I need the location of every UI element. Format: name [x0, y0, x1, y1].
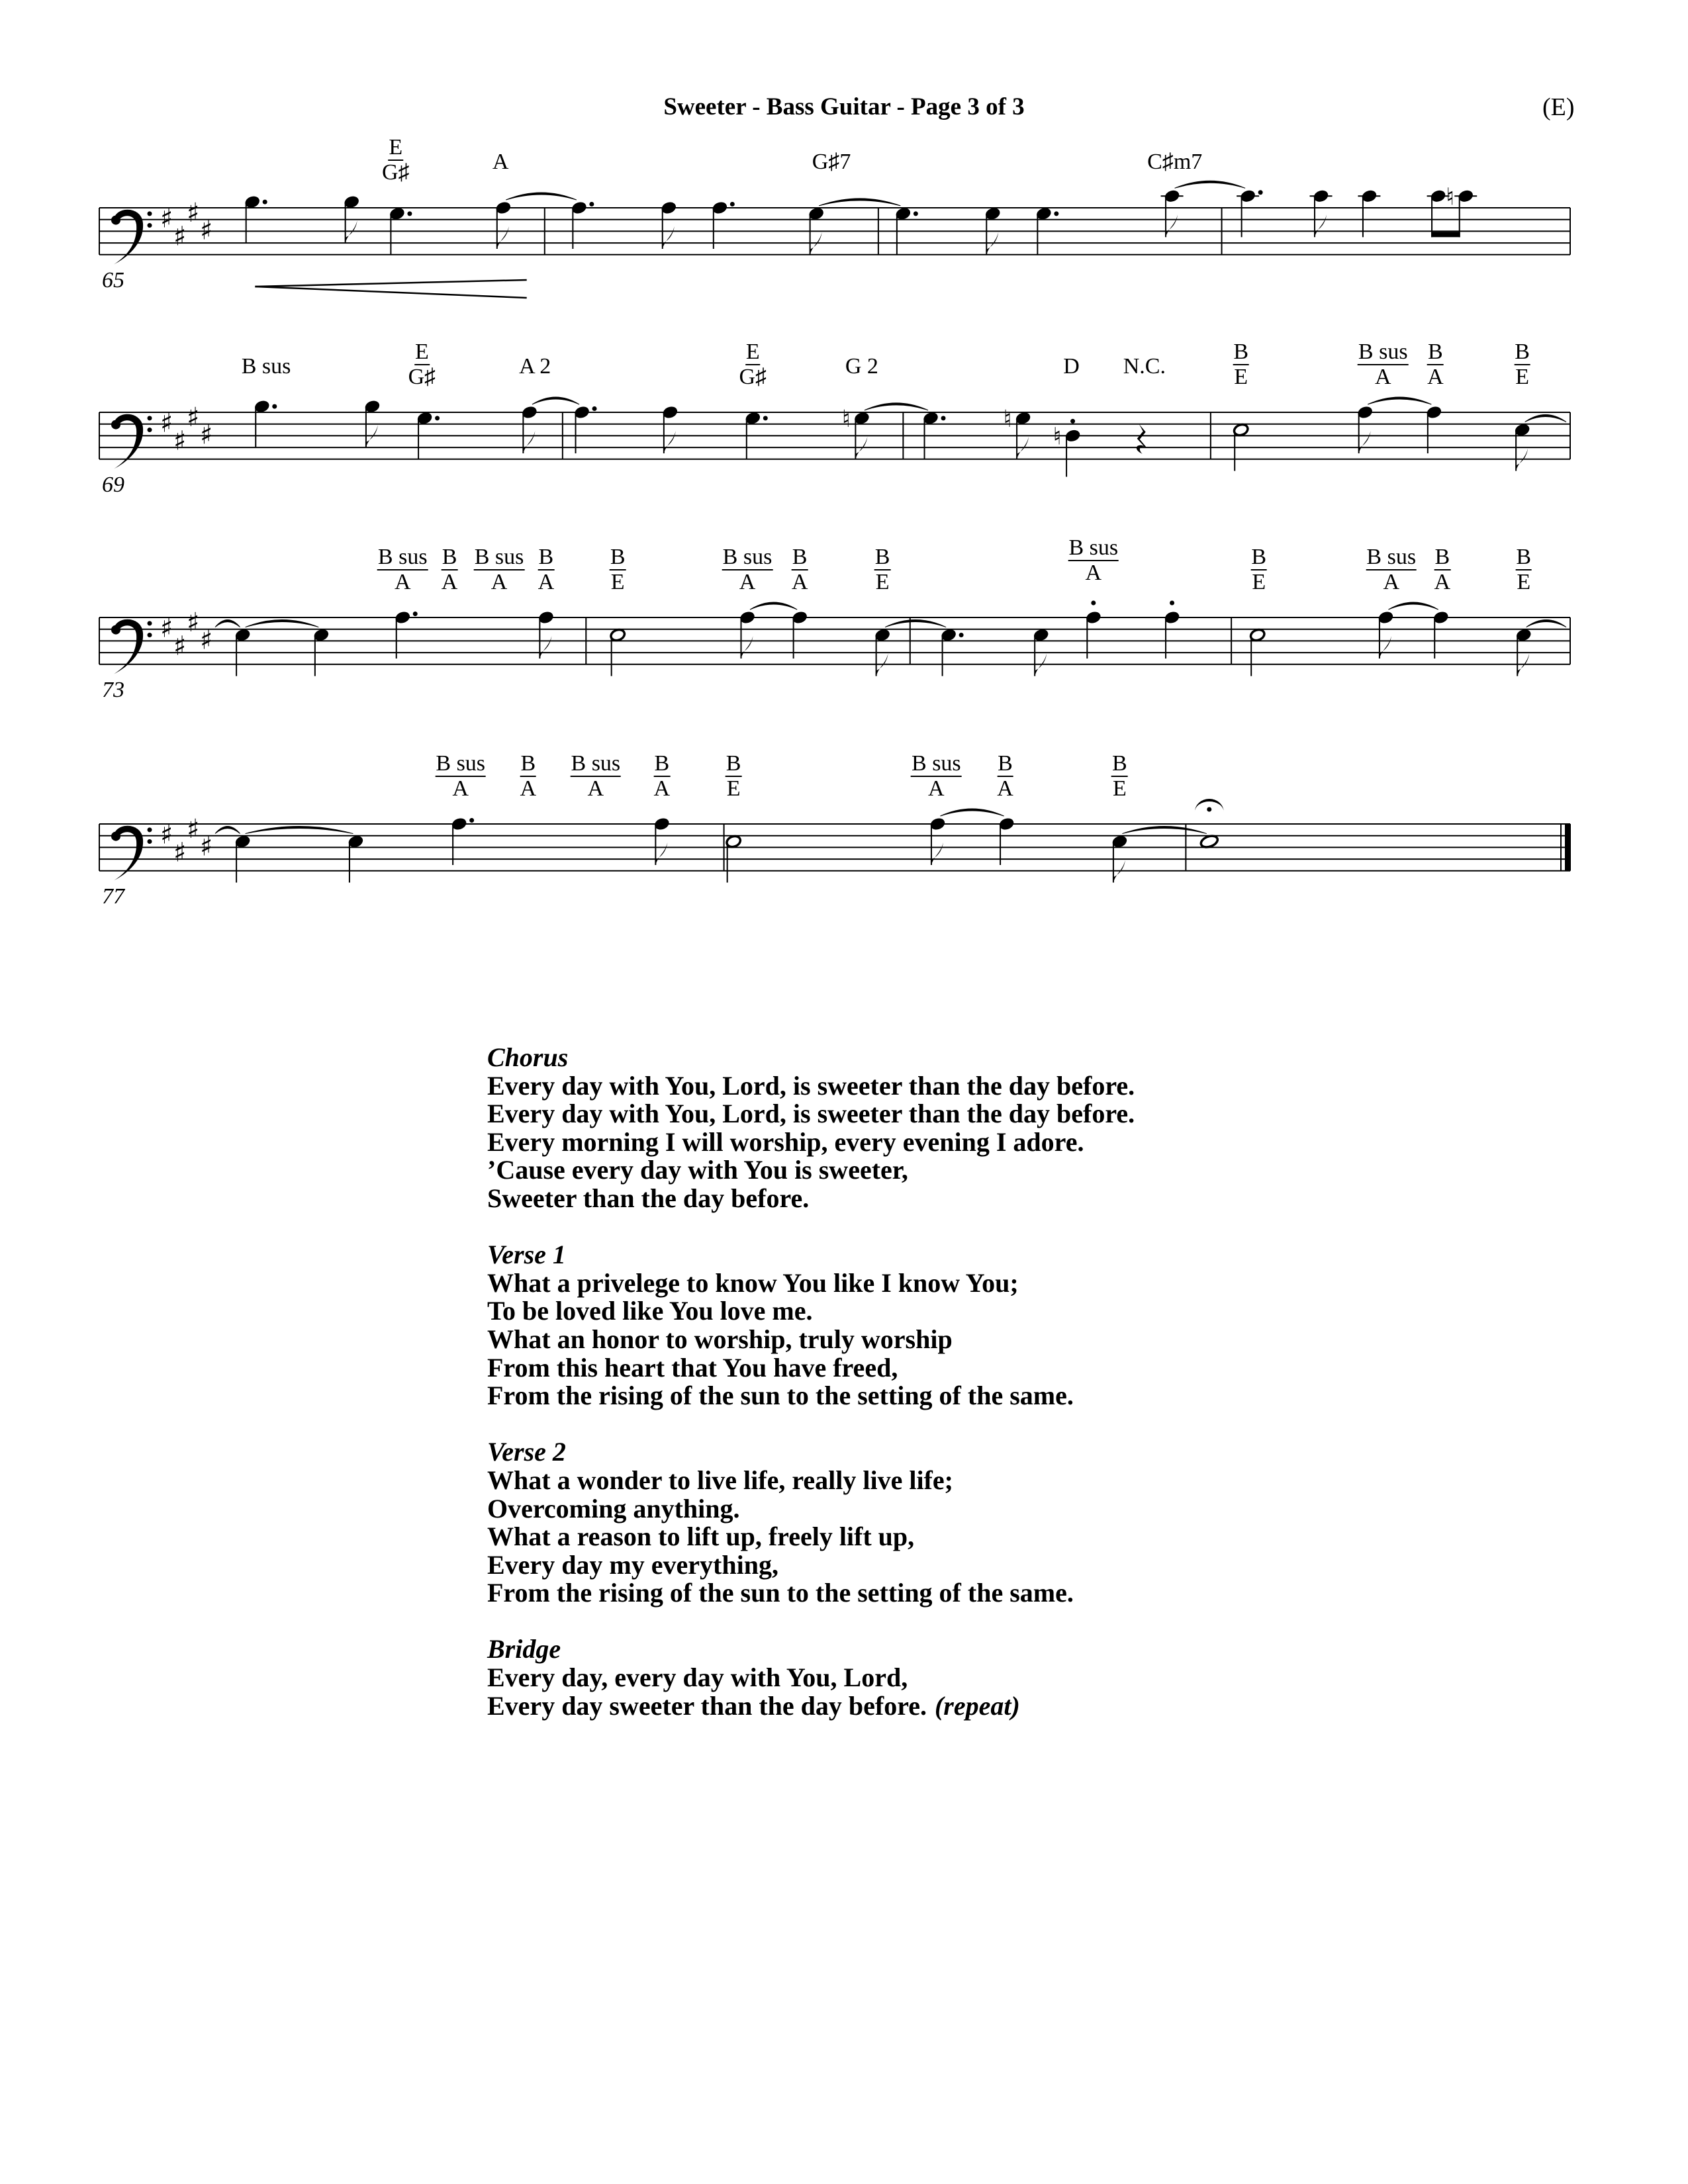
bass-clef-dot	[148, 633, 152, 637]
chord-top: B sus	[571, 751, 621, 776]
tie	[940, 809, 1004, 816]
tie	[215, 827, 240, 834]
eighth-flag	[539, 636, 551, 659]
crescendo-hairpin	[255, 287, 526, 298]
chord-top: E	[415, 340, 429, 364]
sharp-icon: ♯	[200, 831, 213, 862]
lyric-text: Every morning I will worship, every evening I adore.	[487, 1126, 1084, 1157]
chord-top: B sus	[1366, 545, 1417, 569]
lyric-line	[487, 1326, 1135, 1354]
lyric-text: Every day with You, Lord, is sweeter than the day before.	[487, 1070, 1135, 1101]
chord-bass: A	[538, 570, 555, 594]
section-heading: Bridge	[487, 1634, 561, 1664]
chord-top: E	[745, 340, 760, 364]
tie	[246, 827, 353, 834]
chord-bass: G♯	[382, 160, 410, 185]
staccato-dot	[1091, 601, 1096, 606]
lyric-line	[487, 1382, 1135, 1410]
eighth-flag	[1166, 214, 1178, 237]
dot	[272, 404, 277, 409]
chord-top: B	[998, 751, 1013, 776]
lyric-text: ’Cause every day with You is sweeter,	[487, 1155, 908, 1185]
chord-symbol	[874, 546, 891, 594]
lyric-text: Every day sweeter than the day before.	[487, 1690, 927, 1721]
lyric-line	[487, 1128, 1135, 1157]
chord-top: B	[1516, 545, 1532, 569]
bass-clef-dot	[148, 839, 152, 844]
sharp-icon: ♯	[173, 426, 187, 457]
chord-symbol	[792, 546, 808, 594]
lyric-text: Overcoming anything.	[487, 1493, 740, 1524]
tie	[215, 620, 240, 627]
sharp-icon: ♯	[187, 607, 200, 638]
chord-bass: A	[587, 776, 604, 801]
chord-bass: G♯	[739, 365, 767, 389]
chord-bass: A	[1434, 570, 1451, 594]
tie	[246, 620, 319, 627]
lyric-text: What an honor to worship, truly worship	[487, 1324, 953, 1354]
chord-top: B sus	[1068, 535, 1119, 560]
chord-top: B	[538, 545, 554, 569]
chord-symbol	[739, 341, 767, 388]
lyric-line	[487, 1551, 1135, 1580]
chord-top: B sus	[377, 545, 428, 569]
chord-symbol	[538, 546, 555, 594]
chord-top: B	[1112, 751, 1127, 776]
bass-clef-icon	[111, 625, 120, 635]
bass-clef-dot	[148, 621, 152, 625]
sharp-icon: ♯	[160, 203, 173, 234]
chord-symbol	[1233, 341, 1249, 388]
lyric-line	[487, 1467, 1135, 1495]
dot	[435, 416, 440, 420]
measure-number: 77	[102, 884, 124, 909]
dot	[592, 406, 597, 411]
chord-symbol	[242, 355, 291, 378]
tie	[885, 620, 946, 627]
natural-icon: ♮	[841, 405, 851, 433]
chord-bass: E	[1517, 570, 1531, 594]
lyric-line	[487, 1100, 1135, 1128]
lyrics-section	[487, 1438, 1135, 1608]
lyric-line	[487, 1664, 1135, 1692]
chord-symbol	[571, 752, 622, 800]
natural-icon: ♮	[1053, 423, 1062, 451]
tie	[865, 403, 928, 410]
tie	[750, 602, 797, 610]
lyrics-block	[487, 1044, 1135, 1749]
bass-clef-icon	[111, 420, 120, 430]
sharp-icon: ♯	[173, 837, 187, 868]
tie	[1175, 181, 1246, 188]
chord-bass: A	[452, 776, 469, 801]
lyric-text: Sweeter than the day before.	[487, 1183, 810, 1213]
tie	[1388, 602, 1438, 610]
chord-bass: E	[875, 570, 890, 594]
chord-top: B	[654, 751, 670, 776]
chord-bass: A	[928, 776, 945, 801]
lyric-line	[487, 1156, 1135, 1185]
natural-icon: ♮	[1446, 183, 1455, 211]
chord-name: D	[1063, 354, 1080, 379]
chord-top: B	[1251, 545, 1267, 569]
chord-symbol	[520, 752, 536, 800]
chord-symbol	[1427, 341, 1444, 388]
lyric-line	[487, 1072, 1135, 1101]
chord-symbol	[435, 752, 486, 800]
chord-symbol	[610, 546, 626, 594]
chord-top: B sus	[436, 751, 486, 776]
chord-symbol	[997, 752, 1013, 800]
repeat-note: (repeat)	[934, 1690, 1020, 1721]
dot	[589, 202, 594, 206]
chord-symbol	[845, 355, 878, 378]
lyric-text: Every day with You, Lord, is sweeter than the day before.	[487, 1099, 1135, 1129]
chord-bass: E	[1113, 776, 1127, 801]
chord-symbol	[408, 341, 436, 388]
chord-bass: A	[1383, 570, 1400, 594]
chord-top: E	[389, 135, 403, 159]
lyric-text: From this heart that You have freed,	[487, 1352, 898, 1383]
dot	[763, 416, 768, 420]
eighth-flag	[1359, 431, 1371, 453]
tie	[1368, 397, 1431, 404]
chord-bass: A	[791, 570, 808, 594]
chord-symbol	[474, 546, 525, 594]
eighth-flag	[663, 226, 675, 249]
chord-top: B sus	[722, 545, 773, 569]
eighth-flag	[497, 226, 509, 249]
chord-top: B	[1428, 340, 1443, 364]
chord-name: A	[492, 150, 509, 174]
chord-bass: A	[491, 570, 508, 594]
sharp-icon: ♯	[187, 813, 200, 844]
chord-symbol	[1147, 151, 1202, 173]
bass-clef-icon	[111, 832, 120, 841]
fermata-dot	[1207, 807, 1211, 812]
chord-top: B	[520, 751, 536, 776]
chord-name: G♯7	[812, 150, 851, 174]
sharp-icon: ♯	[187, 197, 200, 228]
lyric-text: What a privelege to know You like I know You;	[487, 1267, 1019, 1298]
dot	[941, 416, 946, 420]
lyric-line	[487, 1185, 1135, 1213]
sharp-icon: ♯	[200, 625, 213, 656]
chord-symbol	[1063, 355, 1080, 378]
chord-symbol	[442, 546, 458, 594]
chord-bass: A	[997, 776, 1013, 801]
chord-symbol	[911, 752, 962, 800]
lyric-line	[487, 1523, 1135, 1551]
chord-symbol	[1123, 355, 1166, 378]
score	[0, 0, 1688, 960]
chord-symbol	[1515, 546, 1532, 594]
staccato-dot	[1070, 419, 1075, 424]
chord-name: G 2	[845, 354, 878, 379]
chord-symbol	[492, 151, 509, 173]
final-barline	[1565, 824, 1571, 871]
crescendo-hairpin	[255, 280, 526, 287]
lyrics-section	[487, 1635, 1135, 1720]
chord-top: B	[1233, 340, 1249, 364]
lyric-line	[487, 1692, 1135, 1721]
section-heading: Verse 2	[487, 1437, 566, 1467]
sharp-icon: ♯	[200, 420, 213, 451]
dot	[407, 211, 412, 216]
eighth-flag	[523, 431, 535, 453]
eighth-flag	[664, 431, 676, 453]
staccato-dot	[1170, 601, 1174, 606]
chord-symbol	[519, 355, 551, 378]
chord-bass: A	[1374, 365, 1391, 389]
chord-bass: A	[441, 570, 458, 594]
chord-top: B sus	[474, 545, 524, 569]
chord-top: B	[726, 751, 741, 776]
chord-symbol	[377, 546, 428, 594]
chord-bass: E	[1234, 365, 1248, 389]
bass-clef-dot	[148, 428, 152, 432]
bass-clef-dot	[148, 416, 152, 420]
sharp-icon: ♯	[173, 221, 187, 252]
lyric-line	[487, 1495, 1135, 1524]
tie	[506, 193, 577, 200]
chord-symbol	[382, 136, 410, 184]
chord-symbol	[812, 151, 851, 173]
dot	[1054, 211, 1058, 216]
chord-top: B	[610, 545, 626, 569]
lyric-text: What a wonder to live life, really live life;	[487, 1465, 953, 1495]
bass-clef-dot	[148, 223, 152, 228]
chord-bass: E	[1252, 570, 1266, 594]
chord-bass: A	[653, 776, 671, 801]
chord-bass: A	[394, 570, 411, 594]
lyric-text: From the rising of the sun to the setting of the same.	[487, 1381, 1074, 1411]
chord-symbol	[653, 752, 670, 800]
tie	[1526, 620, 1566, 627]
tie	[1122, 827, 1206, 834]
chord-name: B sus	[241, 354, 291, 379]
bass-clef-dot	[148, 827, 152, 832]
lyric-text: Every day, every day with You, Lord,	[487, 1662, 908, 1693]
eighth-flag	[1315, 214, 1327, 237]
bass-clef-icon	[111, 216, 120, 225]
lyric-line	[487, 1579, 1135, 1608]
chord-name: C♯m7	[1147, 150, 1203, 174]
chord-top: B	[1515, 340, 1530, 364]
sharp-icon: ♯	[173, 631, 187, 662]
chord-name: A 2	[519, 354, 551, 379]
chord-symbol	[722, 546, 773, 594]
lyrics-section	[487, 1044, 1135, 1213]
tie	[819, 199, 900, 206]
chord-name: N.C.	[1123, 354, 1166, 379]
eighth-flag	[931, 842, 943, 865]
lyric-line	[487, 1269, 1135, 1298]
measure-number: 73	[102, 677, 124, 702]
dot	[469, 818, 474, 823]
chord-symbol	[1068, 537, 1119, 584]
sharp-icon: ♯	[160, 819, 173, 850]
lyric-line	[487, 1354, 1135, 1383]
sharp-icon: ♯	[160, 613, 173, 644]
dot	[413, 612, 418, 616]
section-heading: Chorus	[487, 1042, 569, 1072]
chord-bass: G♯	[408, 365, 436, 389]
chord-bass: E	[726, 776, 741, 801]
sharp-icon: ♯	[160, 408, 173, 439]
lyric-text: What a reason to lift up, freely lift up,	[487, 1522, 915, 1552]
bass-clef-dot	[148, 211, 152, 216]
dot	[959, 633, 964, 637]
eighth-flag	[655, 842, 667, 865]
chord-symbol	[1358, 341, 1409, 388]
dot	[914, 211, 918, 216]
chord-top: B	[442, 545, 457, 569]
chord-symbol	[1111, 752, 1128, 800]
chord-top: B	[874, 545, 890, 569]
lyric-text: To be loved like You love me.	[487, 1296, 813, 1326]
chord-bass: A	[1085, 561, 1102, 585]
chord-top: B sus	[912, 751, 961, 776]
eighth-flag	[1380, 636, 1391, 659]
lyric-text: From the rising of the sun to the setting of the same.	[487, 1578, 1074, 1608]
tie	[532, 397, 579, 404]
chord-bass: E	[1515, 365, 1530, 389]
page-title: Sweeter - Bass Guitar - Page 3 of 3	[663, 93, 1025, 120]
measure-number: 69	[102, 472, 124, 497]
section-heading: Verse 1	[487, 1240, 566, 1270]
chord-bass: A	[1427, 365, 1444, 389]
chord-top: B sus	[1358, 340, 1408, 364]
chord-symbol	[1366, 546, 1417, 594]
chord-symbol	[1434, 546, 1450, 594]
beam	[1431, 232, 1460, 237]
key-label: (E)	[1542, 93, 1575, 121]
lyric-text: Every day my everything,	[487, 1549, 778, 1580]
dot	[730, 202, 735, 206]
natural-icon: ♮	[1003, 405, 1012, 433]
chord-symbol	[1250, 546, 1267, 594]
eighth-flag	[741, 636, 753, 659]
lyrics-section	[487, 1241, 1135, 1410]
chord-symbol	[1514, 341, 1530, 388]
dot	[1258, 190, 1263, 195]
chord-top: B	[792, 545, 808, 569]
dot	[263, 200, 267, 205]
sharp-icon: ♯	[200, 215, 213, 246]
chord-bass: E	[610, 570, 625, 594]
chord-bass: A	[520, 776, 537, 801]
quarter-rest-icon	[1137, 424, 1147, 454]
measure-number: 65	[102, 267, 124, 293]
chord-bass: A	[739, 570, 756, 594]
chord-symbol	[726, 752, 742, 800]
chord-top: B	[1434, 545, 1450, 569]
sharp-icon: ♯	[187, 402, 200, 433]
lyric-line	[487, 1297, 1135, 1326]
tie	[1525, 415, 1566, 422]
